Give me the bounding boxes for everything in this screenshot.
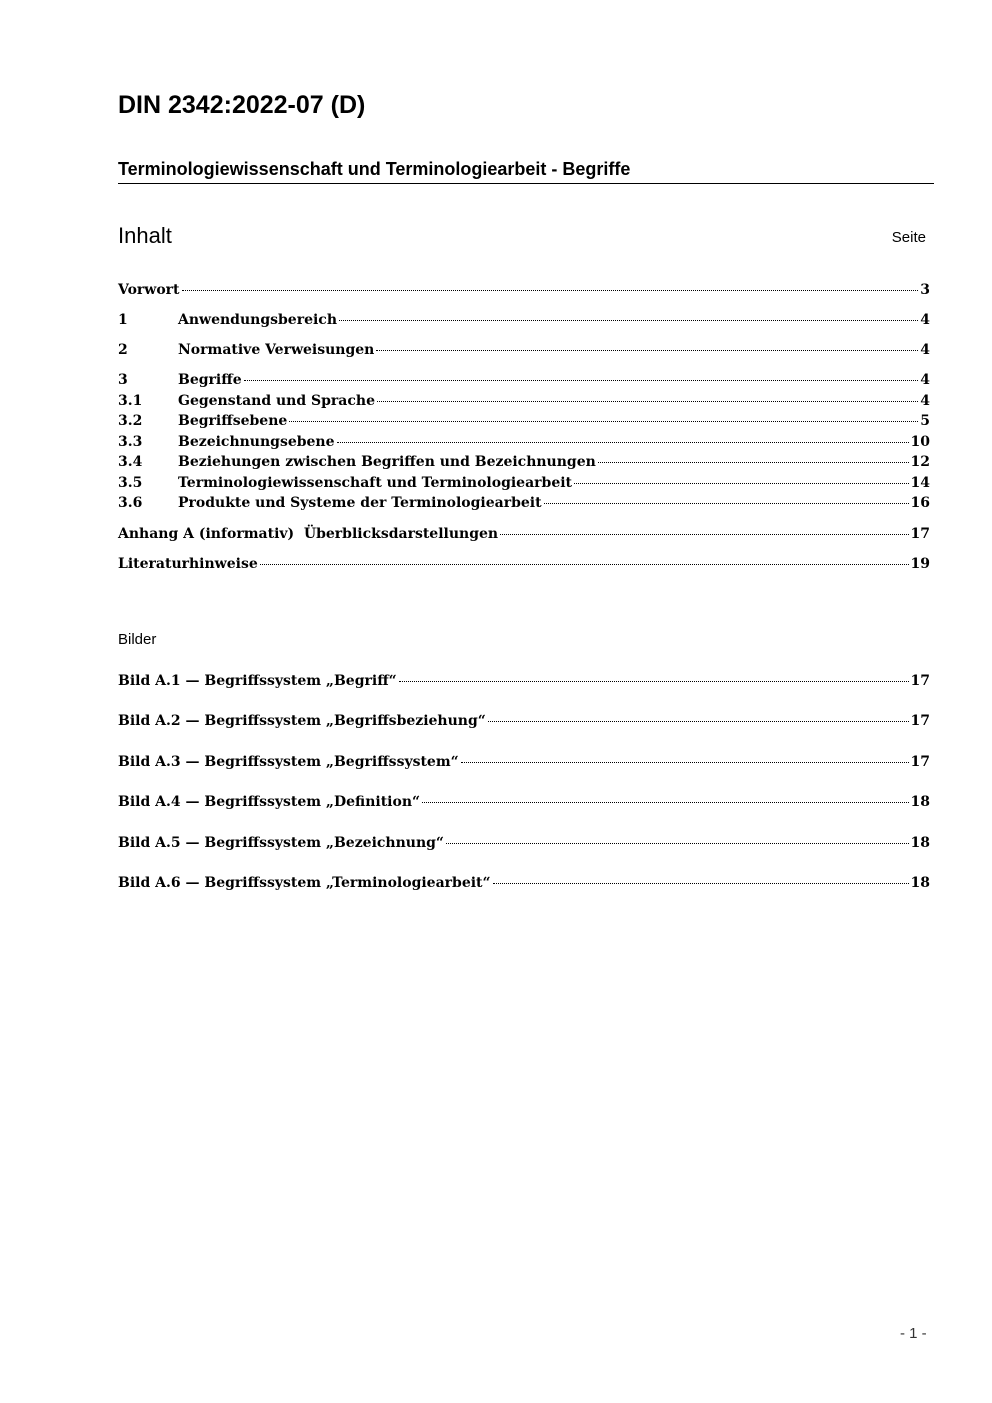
toc-entry-text: Terminologiewissenschaft und Terminologiearbeit (178, 475, 573, 491)
toc-entry-beziehungen[interactable] (118, 452, 930, 472)
figure-entry-a3[interactable] (118, 752, 930, 772)
toc-entry-bezeichnungsebene[interactable] (118, 432, 930, 452)
toc-leader-dots (493, 883, 909, 884)
toc-entry-terminologiewissenschaft[interactable] (118, 473, 930, 493)
toc-entry-number: 3.5 (118, 475, 143, 491)
toc-entry-text: Anwendungsbereich (178, 312, 337, 328)
toc-leader-dots (337, 442, 909, 443)
toc-entry-text: Normative Verweisungen (178, 342, 375, 358)
toc-entry-begriffe[interactable] (118, 370, 930, 390)
toc-entry-page: 4 (920, 372, 930, 388)
toc-entry-page: 3 (920, 282, 930, 298)
figure-entry-a5[interactable] (118, 833, 930, 853)
figure-entry-page: 18 (910, 794, 930, 810)
toc-entry-number: 2 (118, 342, 128, 358)
toc-leader-dots (500, 534, 908, 535)
toc-entry-literaturhinweise[interactable] (118, 554, 930, 574)
figure-entry-text: Bild A.1 — Begriffssystem „Begriff“ (118, 673, 397, 689)
toc-entry-page: 19 (910, 556, 930, 572)
toc-entry-text: Beziehungen zwischen Begriffen und Bezeichnungen (178, 454, 596, 470)
toc-leader-dots (488, 721, 909, 722)
figures-heading: Bilder (118, 631, 157, 648)
figure-entry-text: Bild A.3 — Begriffssystem „Begriffssystem“ (118, 754, 459, 770)
toc-leader-dots (399, 681, 909, 682)
toc-entry-page: 12 (910, 454, 930, 470)
toc-entry-page: 10 (910, 434, 930, 450)
toc-entry-text: Bezeichnungsebene (178, 434, 335, 450)
figure-entry-text: Bild A.4 — Begriffssystem „Definition“ (118, 794, 421, 810)
toc-entry-text: Gegenstand und Sprache (178, 393, 375, 409)
toc-leader-dots (377, 401, 918, 402)
toc-leader-dots (289, 421, 918, 422)
toc-entry-page: 4 (920, 342, 930, 358)
toc-leader-dots (461, 762, 909, 763)
toc-entry-page: 17 (910, 526, 930, 542)
figure-entry-page: 17 (910, 713, 930, 729)
toc-entry-text: Literaturhinweise (118, 556, 258, 572)
figure-entry-text: Bild A.6 — Begriffssystem „Terminologiearbeit“ (118, 875, 491, 891)
figure-entry-a4[interactable] (118, 792, 930, 812)
toc-entry-page: 4 (920, 393, 930, 409)
toc-leader-dots (422, 802, 908, 803)
figure-entry-page: 18 (910, 835, 930, 851)
toc-entry-text: Produkte und Systeme der Terminologiearbeit (178, 495, 542, 511)
document-title: Terminologiewissenschaft und Terminologiearbeit - Begriffe (118, 158, 934, 184)
toc-entry-page: 5 (920, 413, 930, 429)
toc-entry-number: 3.2 (118, 413, 143, 429)
figure-entry-a2[interactable] (118, 711, 930, 731)
toc-entry-page: 4 (920, 312, 930, 328)
toc-entry-number: 3.3 (118, 434, 143, 450)
toc-entry-begriffsebene[interactable] (118, 411, 930, 431)
toc-entry-number: 3 (118, 372, 128, 388)
toc-entry-text: Vorwort (118, 282, 180, 298)
figure-entry-text: Bild A.2 — Begriffssystem „Begriffsbeziehung“ (118, 713, 486, 729)
toc-leader-dots (339, 320, 918, 321)
toc-entry-produkte-und-systeme[interactable] (118, 493, 930, 513)
toc-entry-normative-verweisungen[interactable] (118, 340, 930, 360)
toc-entry-text: Begriffe (178, 372, 242, 388)
figure-entry-page: 17 (910, 673, 930, 689)
figure-entry-a1[interactable] (118, 671, 930, 691)
toc-entry-text: Begriffsebene (178, 413, 288, 429)
toc-entry-number: 3.4 (118, 454, 143, 470)
toc-entry-number: 1 (118, 312, 128, 328)
toc-entry-page: 14 (910, 475, 930, 491)
toc-entry-page: 16 (910, 495, 930, 511)
toc-entry-vorwort[interactable] (118, 280, 930, 300)
figure-entry-a6[interactable] (118, 873, 930, 893)
toc-entry-number: 3.6 (118, 495, 143, 511)
toc-entry-anhang-a[interactable] (118, 524, 930, 544)
toc-leader-dots (446, 843, 909, 844)
figure-entry-page: 18 (910, 875, 930, 891)
toc-leader-dots (574, 483, 908, 484)
toc-title: Inhalt (118, 223, 172, 248)
toc-leader-dots (376, 350, 918, 351)
document-id: DIN 2342:2022-07 (D) (118, 91, 366, 119)
toc-leader-dots (244, 380, 919, 381)
figure-entry-page: 17 (910, 754, 930, 770)
page-number: - 1 - (900, 1325, 927, 1342)
toc-heading (118, 222, 926, 252)
toc-entry-text: Anhang A (informativ) Überblicksdarstellungen (118, 526, 499, 542)
toc-leader-dots (260, 564, 909, 565)
toc-entry-anwendungsbereich[interactable] (118, 310, 930, 330)
toc-page-column-label: Seite (891, 229, 926, 246)
figure-entry-text: Bild A.5 — Begriffssystem „Bezeichnung“ (118, 835, 444, 851)
toc-entry-number: 3.1 (118, 393, 143, 409)
toc-leader-dots (598, 462, 909, 463)
toc-leader-dots (182, 290, 919, 291)
toc-leader-dots (544, 503, 909, 504)
toc-entry-gegenstand-und-sprache[interactable] (118, 391, 930, 411)
